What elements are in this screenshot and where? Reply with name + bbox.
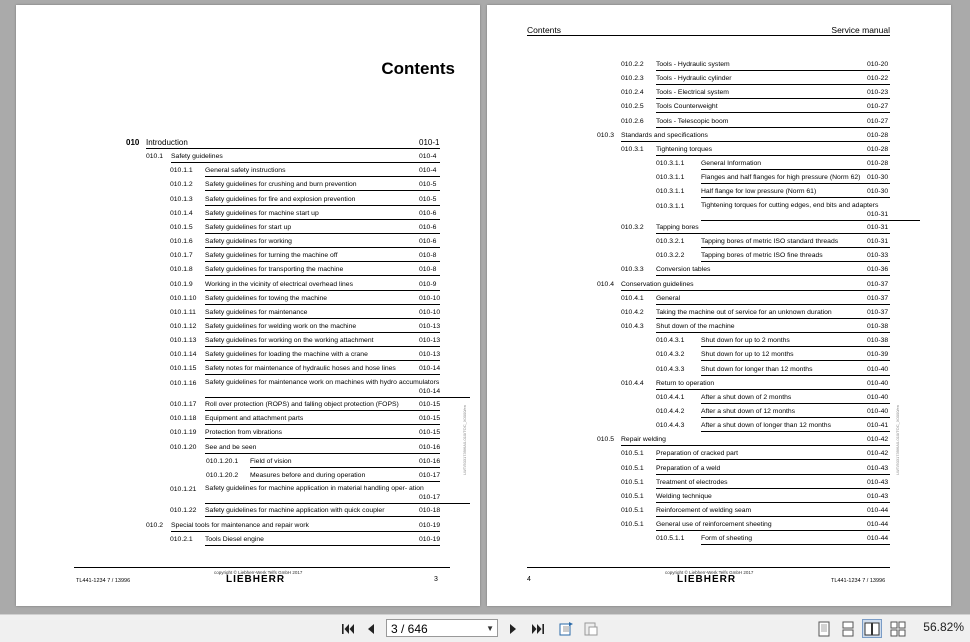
toc-entry-page: 010-8 <box>419 252 437 260</box>
toc-entry-number: 010.4.4 <box>621 379 644 387</box>
toc-entry-title: Safety guidelines for towing the machine <box>205 293 440 305</box>
toc-entry-page: 010-44 <box>867 535 889 543</box>
two-page-continuous-icon[interactable] <box>888 619 908 638</box>
toc-entry[interactable] <box>597 279 890 290</box>
toc-entry-page: 010-44 <box>867 507 889 514</box>
toc-entry[interactable] <box>621 101 890 112</box>
toc-entry[interactable] <box>656 349 890 360</box>
toc-entry[interactable] <box>621 463 890 474</box>
toc-entry-number: 010.1.9 <box>170 280 193 288</box>
toc-entry-title: Safety guidelines for working on the working attachment <box>205 335 440 347</box>
toc-entry-number: 010.1.3 <box>170 195 193 203</box>
toc-entry-number: 010.4.2 <box>621 308 644 316</box>
toc-entry-page: 010-6 <box>419 223 437 231</box>
footer-copyright: copyright © Liebherr-Werk Telfs GmbH 2017 <box>665 570 754 575</box>
toc-entry-number: 010.1.6 <box>170 238 193 246</box>
toc-entry-title: Safety guidelines for welding work on the machine <box>205 321 440 333</box>
toc-entry-page: 010-40 <box>867 365 889 373</box>
toc-entry-page: 010-36 <box>867 266 889 274</box>
toc-entry-page: 010-37 <box>867 308 889 316</box>
toc-entry-number: 010.3.2.2 <box>656 252 685 260</box>
chevron-down-icon[interactable]: ▼ <box>486 624 494 633</box>
navigation-toolbar <box>0 614 970 642</box>
toc-entry-number: 010.3.3 <box>621 266 644 274</box>
toc-entry-number: 010.1.5 <box>170 223 193 231</box>
toc-entry[interactable] <box>146 520 440 531</box>
toc-entry-page: 010-38 <box>867 323 889 331</box>
toc-entry-page: 010-10 <box>419 308 441 316</box>
toc-entry-number: 010.1 <box>146 153 164 161</box>
toc-entry[interactable] <box>656 250 890 261</box>
toc-entry[interactable] <box>621 116 890 127</box>
next-page-icon[interactable] <box>503 619 523 638</box>
toc-entry-page: 010-27 <box>867 103 889 111</box>
footer-rule <box>527 567 890 568</box>
toc-entry-number: 010.5.1 <box>621 521 644 529</box>
toc-entry[interactable] <box>170 484 440 503</box>
toc-entry[interactable] <box>170 165 440 176</box>
toc-entry[interactable] <box>170 378 440 397</box>
toc-entry-page: 010-37 <box>867 280 889 288</box>
last-page-icon[interactable] <box>528 619 548 638</box>
toc-entry[interactable] <box>170 179 440 190</box>
running-header-left: Contents <box>527 25 562 35</box>
toc-entry[interactable] <box>656 533 890 544</box>
toc-entry-page: 010-33 <box>867 252 889 260</box>
toc-entry-page: 010-40 <box>867 379 889 387</box>
toc-entry-title: After a shut down of 2 months <box>701 392 890 404</box>
toc-entry[interactable] <box>656 335 890 346</box>
toc-entry-title: Standards and specifications <box>621 130 890 142</box>
toc-entry-number: 010.1.22 <box>170 507 197 515</box>
toc-entry-title: General use of reinforcement sheeting <box>656 519 890 531</box>
toc-entry-page: 010-31 <box>867 238 889 246</box>
toc-entry[interactable] <box>170 427 440 438</box>
toc-entry-page: 010-20 <box>867 61 889 68</box>
toc-entry-title: Shut down of the machine <box>656 321 890 333</box>
toc-entry[interactable] <box>170 442 440 453</box>
toc-entry[interactable] <box>621 519 890 530</box>
toc-entry-title: Half flange for low pressure (Norm 61) <box>701 186 890 198</box>
toc-entry[interactable] <box>170 279 440 290</box>
toc-entry-title: Measures before and during operation <box>250 470 440 482</box>
toc-entry-page: 010-22 <box>867 75 889 83</box>
toc-entry-page: 010-40 <box>867 407 889 415</box>
page-title: Contents <box>381 59 455 78</box>
toc-entry-number: 010.3.2.1 <box>656 238 685 246</box>
toc-entry[interactable] <box>206 470 440 481</box>
toc-entry-page: 010-13 <box>419 322 441 330</box>
toc-entry-title: Safety guidelines for machine application with quick coupler <box>205 505 440 517</box>
continuous-view-icon[interactable] <box>838 619 858 638</box>
toc-entry[interactable] <box>656 364 890 375</box>
toc-entry-page: 010-38 <box>867 337 889 345</box>
toc-entry-title: Safety guidelines for crushing and burn prevention <box>205 179 440 191</box>
toc-entry-title: Safety guidelines for working <box>205 236 440 248</box>
toc-entry-title: Introduction <box>146 137 440 149</box>
toc-entry-page: 010-6 <box>419 238 437 246</box>
toc-entry-page: 010-17 <box>419 493 441 501</box>
toc-entry[interactable] <box>170 505 440 516</box>
toc-entry-page: 010-9 <box>419 280 437 288</box>
toc-entry-number: 010.4.3.3 <box>656 365 685 373</box>
toc-entry-title: Tapping bores of metric ISO standard threads <box>701 236 890 248</box>
toc-entry-title: Form of sheeting <box>701 533 890 545</box>
toc-entry-page: 010-30 <box>867 174 889 182</box>
toc-entry[interactable] <box>656 236 890 247</box>
toc-entry-number: 010.1.16 <box>170 379 197 387</box>
toc-entry-number: 010.1.11 <box>170 308 196 316</box>
toc-entry[interactable] <box>170 293 440 304</box>
toc-entry-page: 010-39 <box>867 351 889 359</box>
toc-entry-page: 010-15 <box>419 401 441 409</box>
toc-entry[interactable] <box>206 456 440 467</box>
toc-entry-page: 010-44 <box>867 521 889 529</box>
toc-entry-title: Tools - Telescopic boom <box>656 116 890 128</box>
toc-entry[interactable] <box>656 158 890 169</box>
toc-entry[interactable] <box>170 264 440 275</box>
toc-entry-page: 010-4 <box>419 153 437 161</box>
toc-entry-title: Safety guidelines for loading the machine with a crane <box>205 349 440 361</box>
toc-entry-number: 010.1.21 <box>170 485 197 493</box>
toc-entry-number: 010.4.3.2 <box>656 351 685 359</box>
toc-entry[interactable] <box>656 186 890 197</box>
footer-doc-id: TL441-1234 7 / 13996 <box>831 578 886 584</box>
toc-entry-title: Roll over protection (ROPS) and falling object protection (FOPS) <box>205 399 440 411</box>
toc-entry-title: Safety guidelines for maintenance work on machines with hydro accumulators <box>205 378 470 398</box>
toc-entry[interactable] <box>621 477 890 488</box>
toc-entry-page: 010-37 <box>867 294 889 302</box>
toc-entry-page: 010-19 <box>419 535 441 543</box>
toc-entry-number: 010.5 <box>597 436 615 444</box>
toc-entry-title: Welding technique <box>656 491 890 503</box>
footer-page-number: 3 <box>434 576 438 583</box>
toc-entry-title: Equipment and attachment parts <box>205 413 440 425</box>
toc-entry-page: 010-15 <box>419 429 441 437</box>
toc-entry-page: 010-42 <box>867 436 889 444</box>
toc-entry-number: 010.3 <box>597 131 615 139</box>
toc-entry[interactable] <box>170 307 440 318</box>
toc-entry-title: General <box>656 293 890 305</box>
toc-entry[interactable] <box>597 434 890 445</box>
toc-entry-page: 010-28 <box>867 131 889 139</box>
toc-entry[interactable] <box>621 307 890 318</box>
footer-logo: LIEBHERR <box>677 574 737 585</box>
toc-entry-number: 010 <box>126 138 140 147</box>
toc-entry-number: 010.2.5 <box>621 103 644 111</box>
toc-entry-number: 010.3.2 <box>621 224 644 231</box>
toc-entry-page: 010-18 <box>419 507 441 515</box>
toc-entry-title: Tools - Electrical system <box>656 87 890 99</box>
toc-entry-number: 010.5.1 <box>621 507 644 514</box>
toc-entry-number: 010.1.2 <box>170 181 193 189</box>
toc-entry[interactable] <box>621 87 890 98</box>
toc-entry-number: 010.2.6 <box>621 117 644 125</box>
toc-entry-title: Shut down for up to 12 months <box>701 349 890 361</box>
toc-entry-page: 010-14 <box>419 365 441 373</box>
toc-entry[interactable] <box>621 59 890 70</box>
toc-entry-page: 010-23 <box>867 89 889 97</box>
toc-entry-title: Tools Counterweight <box>656 101 890 113</box>
toc-entry[interactable] <box>621 222 890 233</box>
toc-entry-number: 010.1.1 <box>170 167 193 175</box>
toc-entry[interactable] <box>621 264 890 275</box>
toc-entry-number: 010.2.3 <box>621 75 644 83</box>
toc-entry-title: Safety guidelines for start up <box>205 222 440 234</box>
footer-doc-id: TL441-1234 7 / 13996 <box>76 578 131 584</box>
toc-entry-number: 010.1.10 <box>170 294 197 302</box>
toc-entry-number: 010.4.4.2 <box>656 407 685 415</box>
toc-entry-number: 010.5.1 <box>621 492 644 500</box>
toc-entry-title: Safety guidelines for transporting the machine <box>205 264 440 276</box>
toc-entry-page: 010-31 <box>867 224 889 231</box>
toc-entry-title: Tapping bores <box>656 222 890 234</box>
toc-entry-page: 010-16 <box>419 443 441 451</box>
side-stamp: LWT/5031739/6A0-010/TOC_X0000/en <box>895 405 900 475</box>
toc-entry-number: 010.2 <box>146 521 164 529</box>
toc-entry-number: 010.3.1.1 <box>656 160 685 168</box>
toc-entry-title: See and be seen <box>205 442 440 454</box>
toc-entry-title: After a shut down of longer than 12 months <box>701 420 890 432</box>
toc-entry[interactable] <box>621 293 890 304</box>
toc-entry-page: 010-17 <box>419 471 441 479</box>
toc-entry-page: 010-10 <box>419 294 441 302</box>
toc-entry-title: Safety guidelines for machine start up <box>205 208 440 220</box>
left-page <box>16 5 480 606</box>
page-number-value: 3 / 646 <box>391 622 428 636</box>
toc-entry-title: Return to operation <box>656 378 890 390</box>
toc-entry[interactable] <box>170 222 440 233</box>
toc-entry[interactable] <box>656 392 890 403</box>
toc-entry-title: Safety guidelines for turning the machine off <box>205 250 440 262</box>
toc-entry[interactable] <box>170 349 440 360</box>
toc-entry-title: Working in the vicinity of electrical overhead lines <box>205 279 440 291</box>
toc-entry-number: 010.1.17 <box>170 401 197 409</box>
toc-entry-number: 010.1.7 <box>170 252 193 260</box>
toc-entry[interactable] <box>126 137 440 148</box>
toc-entry[interactable] <box>170 250 440 261</box>
toc-entry-title: Tools - Hydraulic cylinder <box>656 73 890 85</box>
toc-entry-number: 010.2.4 <box>621 89 644 97</box>
toc-entry-title: Tightening torques for cutting edges, end bits and adapters <box>701 201 920 221</box>
toc-entry-title: Protection from vibrations <box>205 427 440 439</box>
toc-entry-number: 010.5.1 <box>621 478 644 486</box>
toc-entry-number: 010.4.1 <box>621 294 644 302</box>
zoom-level[interactable]: 56.82% <box>923 620 964 634</box>
toc-entry-page: 010-8 <box>419 266 437 274</box>
toc-entry-title: Treatment of electrodes <box>656 477 890 489</box>
toc-entry-page: 010-4 <box>419 167 437 175</box>
toc-entry-page: 010-43 <box>867 492 889 500</box>
toc-entry-title: Special tools for maintenance and repair work <box>171 520 440 532</box>
toc-entry-title: Conservation guidelines <box>621 279 890 291</box>
toc-entry-title: Shut down for longer than 12 months <box>701 364 890 376</box>
toc-entry-number: 010.1.18 <box>170 415 197 423</box>
toc-entry-page: 010-41 <box>867 422 889 430</box>
toc-entry[interactable] <box>170 534 440 545</box>
toc-entry[interactable] <box>621 73 890 84</box>
toc-entry-title: Repair welding <box>621 434 890 446</box>
toc-entry-title: Preparation of cracked part <box>656 448 890 460</box>
toc-entry-title: Shut down for up to 2 months <box>701 335 890 347</box>
footer-page-number: 4 <box>527 576 531 583</box>
toc-entry[interactable] <box>170 363 440 374</box>
toc-entry[interactable] <box>170 321 440 332</box>
toc-entry-title: Tapping bores of metric ISO fine threads <box>701 250 890 262</box>
toc-entry-page: 010-19 <box>419 521 441 529</box>
toc-entry-page: 010-15 <box>419 415 441 423</box>
toc-entry-page: 010-6 <box>419 209 437 217</box>
toc-entry-number: 010.5.1 <box>621 464 644 472</box>
two-page-view-icon[interactable] <box>862 619 882 638</box>
toc-entry-number: 010.1.19 <box>170 429 197 437</box>
toc-entry-page: 010-5 <box>419 195 437 203</box>
toc-entry-page: 010-27 <box>867 117 889 125</box>
toc-entry-number: 010.1.8 <box>170 266 193 274</box>
toc-entry-title: Safety guidelines for machine application in material handling oper- ation <box>205 484 470 504</box>
toc-entry-number: 010.4.4.3 <box>656 422 685 430</box>
header-rule <box>527 35 890 36</box>
footer-logo: LIEBHERR <box>226 574 286 585</box>
toc-entry-title: Tools Diesel engine <box>205 534 440 546</box>
toc-entry-page: 010-42 <box>867 450 889 458</box>
toc-entry[interactable] <box>170 335 440 346</box>
toc-entry-number: 010.4.3 <box>621 323 644 331</box>
right-page <box>487 5 951 606</box>
thumbnails-icon[interactable] <box>581 619 601 638</box>
toc-entry[interactable] <box>656 406 890 417</box>
toc-entry-title: Conversion tables <box>656 264 890 276</box>
side-stamp: LWT/5031739/6A0-010/TOC_X0000/en <box>462 405 467 475</box>
toc-entry-page: 010-28 <box>867 160 889 168</box>
toc-entry-number: 010.4.3.1 <box>656 337 685 345</box>
previous-page-icon[interactable] <box>361 619 381 638</box>
toc-entry-title: Field of vision <box>250 456 440 468</box>
toc-entry-number: 010.3.1 <box>621 145 644 153</box>
toc-entry[interactable] <box>597 130 890 141</box>
toc-entry-title: After a shut down of 12 months <box>701 406 890 418</box>
toc-entry-number: 010.2.1 <box>170 535 193 543</box>
toc-entry-number: 010.1.15 <box>170 365 197 373</box>
toc-entry-number: 010.4.4.1 <box>656 393 685 401</box>
toc-entry[interactable] <box>170 236 440 247</box>
footer-rule <box>74 567 450 568</box>
toc-entry-title: Safety notes for maintenance of hydraulic hoses and hose lines <box>205 363 440 375</box>
toc-entry-page: 010-13 <box>419 337 441 345</box>
toc-entry[interactable] <box>656 201 890 220</box>
page-number-field[interactable] <box>386 619 498 637</box>
toc-entry[interactable] <box>170 208 440 219</box>
toc-entry[interactable] <box>621 505 890 516</box>
toc-entry-number: 010.1.13 <box>170 337 197 345</box>
toc-entry[interactable] <box>621 321 890 332</box>
toc-entry-number: 010.1.4 <box>170 209 193 217</box>
running-header-right: Service manual <box>831 25 890 35</box>
toc-entry-number: 010.4 <box>597 280 615 288</box>
toc-entry-title: Preparation of a weld <box>656 463 890 475</box>
toc-entry[interactable] <box>170 194 440 205</box>
toc-entry-title: Safety guidelines <box>171 151 440 163</box>
toc-entry-page: 010-1 <box>419 138 440 147</box>
toc-entry[interactable] <box>621 448 890 459</box>
toc-entry[interactable] <box>170 399 440 410</box>
toc-entry-page: 010-30 <box>867 188 889 196</box>
toc-entry-page: 010-14 <box>419 387 441 395</box>
toc-entry-page: 010-43 <box>867 464 889 472</box>
toc-entry-number: 010.5.1 <box>621 450 644 458</box>
toc-entry-number: 010.1.20 <box>170 443 197 451</box>
toc-entry-title: Flanges and half flanges for high pressure (Norm 62) <box>701 172 890 184</box>
toc-entry-title: Taking the machine out of service for an unknown duration <box>656 307 890 319</box>
toc-entry[interactable] <box>621 144 890 155</box>
toc-entry-page: 010-28 <box>867 145 889 153</box>
toc-entry-title: General safety instructions <box>205 165 440 177</box>
toc-entry-title: Tightening torques <box>656 144 890 156</box>
toc-entry-number: 010.2.2 <box>621 61 644 68</box>
toc-entry[interactable] <box>656 172 890 183</box>
toc-entry[interactable] <box>656 420 890 431</box>
toc-entry[interactable] <box>621 378 890 389</box>
toc-entry-number: 010.5.1.1 <box>656 535 685 543</box>
toc-entry-page: 010-5 <box>419 181 437 189</box>
toc-entry-page: 010-40 <box>867 393 889 401</box>
footer-copyright: copyright © Liebherr-Werk Telfs GmbH 2017 <box>214 570 303 575</box>
toc-entry-page: 010-43 <box>867 478 889 486</box>
toc-entry[interactable] <box>146 151 440 162</box>
toc-entry-page: 010-31 <box>867 210 889 218</box>
rotate-icon[interactable] <box>556 619 576 638</box>
toc-entry-title: Reinforcement of welding seam <box>656 505 890 517</box>
toc-entry-number: 010.3.1.1 <box>656 174 685 182</box>
toc-entry-number: 010.1.20.1 <box>206 457 239 465</box>
toc-entry-number: 010.1.12 <box>170 322 197 330</box>
toc-entry-title: Tools - Hydraulic system <box>656 59 890 71</box>
toc-entry-number: 010.3.1.1 <box>656 202 685 210</box>
toc-entry[interactable] <box>170 413 440 424</box>
toc-entry-title: Safety guidelines for fire and explosion prevention <box>205 194 440 206</box>
toc-entry[interactable] <box>621 491 890 502</box>
toc-entry-title: Safety guidelines for maintenance <box>205 307 440 319</box>
toc-entry-page: 010-13 <box>419 351 441 359</box>
first-page-icon[interactable] <box>338 619 358 638</box>
toc-entry-title: General Information <box>701 158 890 170</box>
toc-entry-number: 010.3.1.1 <box>656 188 685 196</box>
single-page-view-icon[interactable] <box>814 619 834 638</box>
toc-entry-number: 010.1.14 <box>170 351 197 359</box>
toc-entry-number: 010.1.20.2 <box>206 471 239 479</box>
toc-entry-page: 010-16 <box>419 457 441 465</box>
